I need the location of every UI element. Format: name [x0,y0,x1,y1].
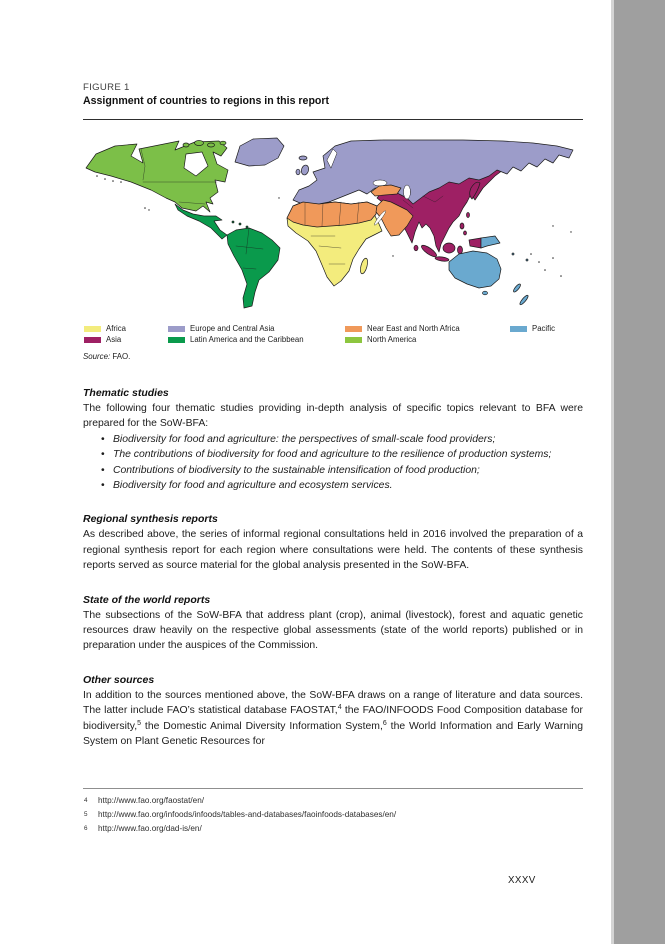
bullet-item: • Biodiversity for food and agriculture and ecosystem services. [100,478,583,493]
map-legend [83,323,583,347]
map-region-latin-america [175,204,280,308]
footnote-marker: 6 [84,825,88,832]
figure-rule [83,119,583,120]
legend-swatch-europe_central_asia [168,326,185,332]
legend-item-pacific [510,323,555,334]
footnote-url: http://www.fao.org/dad-is/en/ [98,824,202,833]
footnote-url: http://www.fao.org/faostat/en/ [98,796,205,805]
legend-column [84,323,126,345]
legend-column [345,323,460,345]
section [83,673,583,750]
section-paragraph: The following four thematic studies providing in-depth analysis of specific topics relevant to BFA were prepared for the SoW-BFA: [83,403,583,430]
legend-swatch-near_east_north_africa [345,326,362,332]
footnote-rule [83,788,583,789]
legend-swatch-asia [84,337,101,343]
section-paragraph: In addition to the sources mentioned above, the SoW-BFA draws on a range of literature and data sources. The latter include FAO’s statistical database FAOSTAT,$^4$ the FAO/INFOODS Food Composition database for biodiversity,$^5$ the Domestic Animal Diversity Information System,$^6$ the World Information and Early Warning System on Plant Genetic Resources for [83,689,583,748]
body-sections [83,386,583,750]
bullet-item: • Contributions of biodiversity to the sustainable intensification of food production; [100,463,583,478]
section [83,386,583,493]
footnote-item [83,794,583,808]
footnote-ref: 6 [382,719,387,727]
map-region-greenland [235,138,307,166]
legend-label: Africa [106,324,126,333]
footnote-block [83,788,583,836]
legend-swatch-africa [84,326,101,332]
legend-item-near_east_north_africa [345,323,460,334]
legend-item-asia [84,334,126,345]
footnote-url: http://www.fao.org/infoods/infoods/tables-and-databases/faoinfoods-databases/en/ [98,810,397,819]
legend-label: Europe and Central Asia [190,324,275,333]
legend-label: Asia [106,335,122,344]
legend-item-africa [84,323,126,334]
bullet-item: • Biodiversity for food and agriculture: the perspectives of small-scale food providers; [100,432,583,447]
footnote-marker: 5 [84,811,88,818]
bullet-list [100,432,583,494]
world-map [83,136,583,322]
footnote-item [83,808,583,822]
section-heading: Other sources [83,673,155,686]
section-paragraph: As described above, the series of informal regional consultations held in 2016 involved the preparation of a regional synthesis report for each region where consultations were held. The contents of these synthesis reports served as source material for the global analysis presented in the SoW-BFA. [83,529,583,572]
section-heading: Regional synthesis reports [83,513,218,526]
source-note [83,352,130,361]
map-region-north-america [86,141,228,213]
section-paragraph: The subsections of the SoW-BFA that address plant (crop), animal (livestock), forest and aquatic genetic resources draw heavily on the respective global assessments (state of the world reports) published or in preparation under the auspices of the Commission. [83,609,583,652]
page-number: XXXV [508,875,536,886]
section-heading: Thematic studies [83,387,169,399]
section [83,593,583,654]
legend-swatch-north_america [345,337,362,343]
footnote-item [83,822,583,836]
legend-label: Pacific [532,324,555,333]
legend-swatch-latin_america_caribbean [168,337,185,343]
figure-title: Assignment of countries to regions in this report [83,95,330,107]
legend-item-latin_america_caribbean [168,334,304,345]
source-value: FAO. [110,352,131,361]
figure-label: FIGURE 1 [83,82,130,93]
legend-label: Latin America and the Caribbean [190,335,304,344]
legend-item-north_america [345,334,460,345]
legend-label: Near East and North Africa [367,324,460,333]
legend-column [168,323,304,345]
footnote-ref: 4 [337,704,342,712]
footnote-list [83,794,583,836]
footnote-marker: 4 [84,797,88,804]
legend-swatch-pacific [510,326,527,332]
section [83,512,583,573]
legend-label: North America [367,335,417,344]
bullet-item: • The contributions of biodiversity for food and agriculture to the resilience of production systems; [100,447,583,462]
world-map-figure [83,136,583,322]
footnote-ref: 5 [137,719,141,727]
legend-column [510,323,555,334]
source-label: Source: [83,352,111,361]
legend-item-europe_central_asia [168,323,304,334]
section-heading: State of the world reports [83,593,211,606]
